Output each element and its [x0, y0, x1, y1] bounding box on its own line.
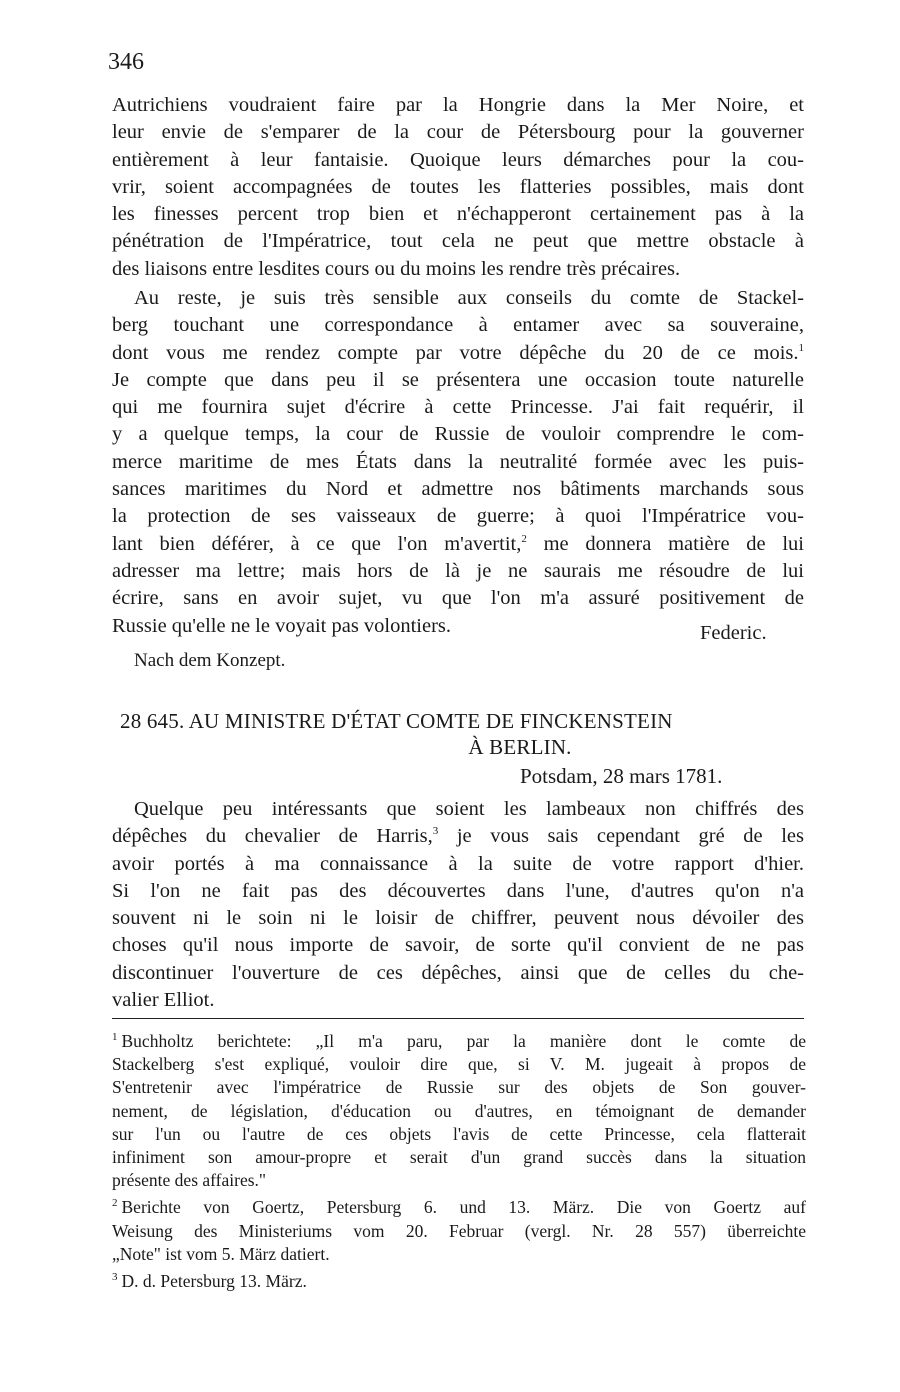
- text-line: berg touchant une correspondance à entamer avec sa souveraine,: [112, 314, 804, 337]
- footnote-mark: 2: [112, 1197, 118, 1210]
- footnote-line: „Note" ist vom 5. März datiert.: [112, 1243, 330, 1264]
- signature: Federic.: [700, 622, 767, 644]
- source-note: Nach dem Konzept.: [134, 650, 286, 671]
- text-line: [112, 340, 804, 367]
- text-line: [112, 531, 804, 558]
- footnote-1: [112, 1026, 806, 1192]
- text-line: avoir portés à ma connaissance à la suite de votre rapport d'hier.: [112, 852, 804, 875]
- text-line: Russie qu'elle ne le voyait pas volontiers.: [112, 614, 452, 637]
- paragraph-stackelberg: [112, 285, 804, 640]
- footnote-ref[interactable]: 3: [432, 825, 439, 838]
- document-heading: [120, 708, 800, 760]
- footnote-2: [112, 1192, 806, 1266]
- text-line: les finesses percent trop bien et n'échapperont certainement pas à la: [112, 203, 804, 226]
- footnote-line: sur l'un ou l'autre de ces objets l'avis de cette Princesse, cela flatterait: [112, 1123, 806, 1144]
- text-line: valier Elliot.: [112, 989, 215, 1012]
- text-span: Berichte von Goertz, Petersburg 6. und 13. März. Die von Goertz auf: [121, 1197, 806, 1218]
- text-line: sances maritimes du Nord et admettre nos bâtiments marchands sous: [112, 478, 804, 501]
- text-line: Quelque peu intéressants que soient les lambeaux non chiffrés des: [134, 798, 804, 820]
- text-line: pénétration de l'Impératrice, tout cela ne peut que mettre obstacle à: [112, 230, 804, 253]
- footnote-line: [112, 1026, 806, 1053]
- footnote-line: [112, 1266, 806, 1293]
- text-line: souvent ni le soin ni le loisir de chiffrer, peuvent nous dévoiler des: [112, 907, 804, 930]
- text-line: y a quelque temps, la cour de Russie de vouloir comprendre le com-: [112, 423, 804, 446]
- text-line: la protection de ses vaisseaux de guerre; à quoi l'Impératrice vou-: [112, 505, 804, 528]
- footnote-line: nement, de législation, d'éducation ou d'autres, en témoignant de demander: [112, 1100, 806, 1121]
- footnote-line: infiniment son amour-propre et serait d'un grand succès dans la situation: [112, 1147, 806, 1168]
- footnote-3: [112, 1266, 806, 1293]
- paragraph-continuation: [112, 92, 804, 283]
- text-span: Buchholtz berichtete: „Il m'a paru, par la manière dont le comte de: [121, 1031, 806, 1051]
- text-span: je vous sais cependant gré de les: [438, 825, 804, 848]
- text-line: Autrichiens voudraient faire par la Hongrie dans la Mer Noire, et: [112, 94, 804, 116]
- footnote-mark: 3: [112, 1271, 118, 1284]
- footnote-ref[interactable]: 1: [798, 341, 804, 354]
- footnote-line: [112, 1192, 806, 1219]
- text-line: Si l'on ne fait pas des découvertes dans l'une, d'autres qu'on n'a: [112, 879, 804, 902]
- footnote-ref[interactable]: 2: [521, 532, 527, 545]
- text-line: leur envie de s'emparer de la cour de Pétersbourg pour la gouverner: [112, 121, 804, 144]
- text-line: Je compte que dans peu il se présentera une occasion toute naturelle: [112, 368, 804, 391]
- text-span: dépêches du chevalier de Harris,: [112, 825, 433, 848]
- dateline: Potsdam, 28 mars 1781.: [520, 764, 723, 788]
- footnote-line: présente des affaires.": [112, 1170, 267, 1191]
- text-line: discontinuer l'ouverture de ces dépêches, ainsi que de celles du che-: [112, 961, 804, 984]
- text-line: [112, 823, 804, 850]
- text-line: écrire, sans en avoir sujet, vu que l'on m'a assuré positivement de: [112, 587, 804, 610]
- page-number: 346: [108, 49, 144, 75]
- footnote-mark: 1: [112, 1031, 118, 1043]
- text-line: Au reste, je suis très sensible aux conseils du comte de Stackel-: [134, 287, 804, 309]
- footnote-line: Stackelberg s'est expliqué, vouloir dire que, si V. M. jugeait à propos de: [112, 1054, 806, 1075]
- text-line: des liaisons entre lesdites cours ou du moins les rendre très précaires.: [112, 257, 681, 280]
- footnote-line: S'entretenir avec l'impératrice de Russie sur des objets de Son gouver-: [112, 1077, 806, 1098]
- text-line: adresser ma lettre; mais hors de là je ne saurais me résoudre de lui: [112, 559, 804, 582]
- heading-line: 28 645. AU MINISTRE D'ÉTAT COMTE DE FINCKENSTEIN: [120, 709, 673, 733]
- paragraph-harris: [112, 796, 804, 1014]
- text-span: me donnera matière de lui: [526, 532, 804, 555]
- text-span: D. d. Petersburg 13. März.: [121, 1271, 307, 1292]
- footnote-line: Weisung des Ministeriums vom 20. Februar (vergl. Nr. 28 557) überreichte: [112, 1220, 806, 1241]
- text-line: choses qu'il nous importe de savoir, de sorte qu'il convient de ne pas: [112, 934, 804, 957]
- text-line: qui me fournira sujet d'écrire à cette Princesse. J'ai fait requérir, il: [112, 396, 804, 419]
- text-line: merce maritime de mes États dans la neutralité formée avec les puis-: [112, 450, 804, 473]
- text-span: lant bien déférer, à ce que l'on m'avertit,: [112, 532, 522, 555]
- heading-line: À BERLIN.: [468, 735, 572, 759]
- text-line: entièrement à leur fantaisie. Quoique leurs démarches pour la cou-: [112, 148, 804, 171]
- text-line: vrir, soient accompagnées de toutes les flatteries possibles, mais dont: [112, 175, 804, 198]
- footnotes: [112, 1026, 806, 1293]
- text-span: dont vous me rendez compte par votre dépêche du 20 de ce mois.: [112, 341, 799, 364]
- footnote-divider: [112, 1018, 804, 1019]
